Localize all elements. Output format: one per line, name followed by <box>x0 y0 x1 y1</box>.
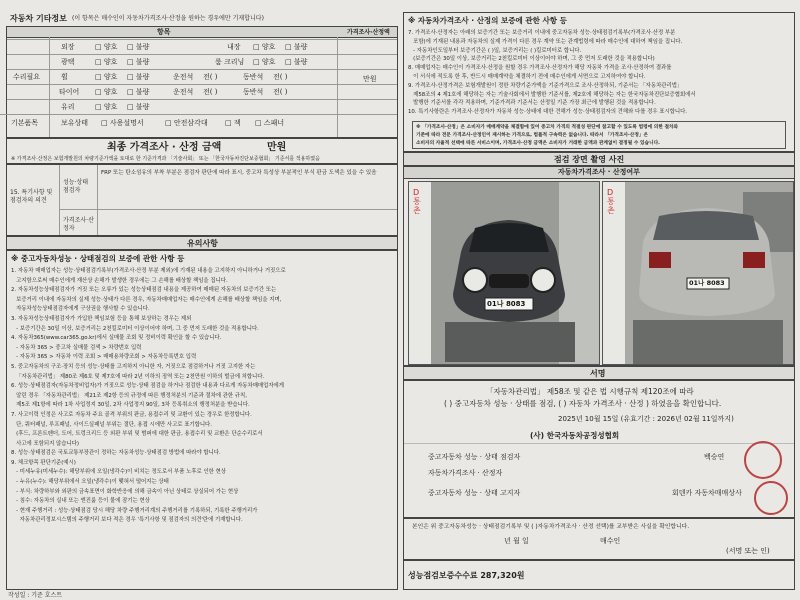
license-plate-rear: 01나 8083 <box>689 279 725 287</box>
checkbox-good[interactable]: □ 양호 <box>95 88 118 96</box>
sign-date: 2025년 10월 15일 (유효기간 : 2026년 02월 11일까지) <box>558 415 734 423</box>
checkbox[interactable]: □ 안전삼각대 <box>165 119 208 127</box>
photo-title: 점검 장면 촬영 사진 <box>554 155 625 164</box>
receipt-text: 본인은 위 중고자동차성능 · 상태점검기록부 및 ( )자동차가격조사 · 산정 선택)를 교부받은 사실을 확인합니다. <box>412 524 690 530</box>
footer-note: 작성일 : 기준 호스트 <box>8 592 63 599</box>
notice-body: 1. 자동차 매매업자는 성능·상태점검기록부(가격조사·산정 부분 제외)에 기재된 내용을 고지하지 아니하거나 거짓으로 고지함으로써 매수인에게 재산상 손해가 발생한 경우에는 그 손해를 배상할 책임을 집니다. 2. 자동차성능상태점검자가 거짓 또는 오류가 있는 성능상태점검 내용을 제공하여 매매된 자동차의 보증기간 또는 보증거리 이내에 자동차의 실제 성능·상태가 다른 경우, 자동차매매업자는 매수인에게 손해를 배상할 책임을 지며, 자동차성능상태점검자에게 구상권을 행사할 수 있습니다. 3. 자동차성능상태점검자가 가입한 책임보험 등을 통해 보상하는 경우는 제외 - 보증기간은 30일 이상, 보증거리는 2천킬로미터 이상이어야 하며, 그 중 먼저 도래한 것을 적용합니다. 4. 자동차365(www.car365.go.kr)에서 실매물 조회 및 정비이력 확인을 할 수 있습니다. - 자동차 365 > 중고차 실매물 검색 > 차량번호 입력 - 자동차 365 > 자동차 이력 조회 > 매매용차량조회 > 자동차등록번호 입력 5. 중고자동차의 구조·장치 등의 성능·상태를 고지하지 아니한 자, 거짓으로 점검하거나 거짓 고지한 자는 「자동차관리법」 제80조 제6호 및 제7호에 따라 2년 이하의 징역 또는 2천만원 이하의 벌금에 처합니다. 6. 성능·상태점검자(자동차정비업자)가 거짓으로 성능·상태 점검을 하거나 점검한 내용과 다르게 자동차매매업자에게 알린 경우 「자동차관리법」 제21조 제2항 등의 규정에 따른 행정처분의 기준과 절차에 관한 규칙, 제5조 제1항에 따라 1차 사업정지 30일, 2차 사업정지 90일, 3차 등록취소의 행정처분을 받습니다. 7. 사고이력 인정은 사고로 자동차 주요 골격 부위의 판금, 용접수리 및 교환이 있는 경우로 한정합니다. 단, 쿼터패널, 루프패널, 사이드실패널 부위는 절단, 용접 시에만 사고로 표기합니다. (후드, 프론트펜더, 도어, 트렁크리드 등 외판 부위 및 범퍼에 대한 판금, 용접수리 및 교환은 단순수리로서 사고에 포함되지 않습니다) 8. 성능·상태점검은 국토교통부장관이 정하는 자동차성능·상태점검 방법에 따라야 합니다. 9. 체크항목 판단기준(예시) - 미세누유(미세누수): 해당부위에 오일(냉각수)이 비치는 정도로서 부품 노후로 인한 현상 - 누유(누수): 해당부위에서 오일(냉각수)이 맺혀서 떨어지는 상태 - 부식: 차량하부와 외판의 금속표면이 화학반응에 의해 금속이 아닌 상태로 상실되어 가는 현상 - 침수: 자동차의 실내 또는 엔진룸 등이 물에 잠기는 현상 - 현재 주행거리 : 성능·상태점검 당시 해당 차량 주행거리계의 주행거리를 기록하되, 기록한 주행거리가 자동차관리정보시스템의 주행거리 보다 적은 경우 '특기사항 및 점검자의 의견'란에 기재합니다. <box>11 268 286 524</box>
lift-label-rear: D 통촌 <box>607 188 615 215</box>
checkbox-good[interactable]: □ 양호 <box>95 103 118 111</box>
signer-appraiser: 자동차가격조사 · 산정자 <box>428 469 503 477</box>
receipt-date: 년 월 일 <box>504 537 529 545</box>
checkbox-bad[interactable]: □ 불량 <box>285 58 308 66</box>
buyer-label: 매수인 <box>600 537 621 545</box>
section-header <box>6 12 398 26</box>
checkbox-bad[interactable]: □ 불량 <box>127 58 150 66</box>
lift-label: D 통촌 <box>413 188 421 215</box>
notice-head: ※ 중고자동차성능 · 상태점검의 보증에 관한 사항 등 <box>11 254 185 263</box>
table-header <box>7 27 397 38</box>
sign-confirm: ( ) 중고자동차 성능 · 상태를 점검, ( ) 자동차 가격조사 · 산정 ) 하였음을 확인합니다. <box>444 399 722 408</box>
table-row: 휠 □ 양호 □ 불량 운전석 전( ) 동반석 전( ) <box>7 69 397 70</box>
opinion-inspector: 성능·상태 점검자 <box>63 179 89 194</box>
section-title: 자동차 기타정보 <box>10 14 67 23</box>
notice-title-bar <box>6 236 398 250</box>
left-column <box>6 12 398 600</box>
sign-title: 서명 <box>590 369 606 378</box>
photo-section <box>403 166 795 366</box>
fee-text: 성능점검보증수수료 287,320원 <box>408 571 525 580</box>
guarantee-box <box>403 12 795 152</box>
fee-box <box>403 560 795 590</box>
final-price-label: 최종 가격조사 · 산정 금액 <box>107 142 222 153</box>
price-header: 가격조사·산정액 <box>347 29 390 36</box>
final-price-box <box>6 138 398 164</box>
checkbox-bad[interactable]: □ 불량 <box>285 43 308 51</box>
signer-inspector-name: 백승연 <box>704 453 725 461</box>
guarantee-head: ※ 자동차가격조사 · 산정의 보증에 관한 사항 등 <box>408 16 567 25</box>
car-front-photo <box>409 182 599 364</box>
other-info-table <box>6 26 398 138</box>
checkbox-good[interactable]: □ 양호 <box>95 73 118 81</box>
table-row: 외장 □ 양호 □ 불량 내장 □ 양호 □ 불량 <box>7 39 397 40</box>
final-price-note: ※ 가격조사·산정은 보험개발원의 차량기준가액을 토대로 한 기준가격과 「기술사회」 또는 「한국자동차진단보증협회」 기준서를 적용하였음 <box>11 156 320 162</box>
receipt-box <box>403 518 795 560</box>
right-column <box>403 12 795 600</box>
opinion-text: FRP 또는 탄소섬유의 부착 부분은 점검자 판단에 따라 표시, 중고차 특성상 부분적인 부식 판금 도색은 있을 수 있음 <box>101 170 377 176</box>
table-row: 광택 □ 양호 □ 불량 룸 크리닝 □ 양호 □ 불량 <box>7 54 397 55</box>
inspection-photo-front <box>408 181 600 365</box>
warning-text: ※ 「가격조사·산정」은 소비자가 매매계약을 체결함에 있어 중고차 가격의 적절성 판단에 참고할 수 있도록 법령에 의한 절차와 기준에 따라 전문 가격조사·산정인이 제시하는 가격으로, 법률적 구속력은 없습니다. 따라서 「가격조사·산정」은 소비자의 자율적 선택에 따른 서비스이며, 가격조사·산정 금액은 소비자가 거래한 금액과 관계없이 결정될 수 있습니다. <box>416 125 679 146</box>
table-row: 타이어 □ 양호 □ 불량 운전석 전( ) 동반석 전( ) <box>7 84 397 85</box>
inspection-photo-rear <box>602 181 794 365</box>
notice-title: 유의사항 <box>187 239 218 248</box>
sign-box <box>403 380 795 518</box>
guarantee-body: 7. 가격조사·산정자는 아래의 보증기간 또는 보증거리 이내에 중고자동차 성능·상태점검기록부(가격조사·산정 부분 포함)에 기재된 내용과 자동차의 실제 가격이 다른 경우 계약 또는 관계법령에 따라 매수인에 대하여 책임을 집니다. - 자동차인도일부터 보증기간은 ( )일, 보증거리는 ( )킬로미터로 합니다. (보증기간은 30일 이상, 보증거리는 2천킬로미터 이상이어야 하며, 그 중 먼저 도래한 것을 적용합니다) 8. 매매업자는 매수인이 가격조사·산정을 원할 경우 가격조사·산정자가 해당 자동차 가격을 조사·산정하여 결과를 이 서식에 적도록 한 후, 반드시 매매계약을 체결하기 전에 매수인에게 서면으로 고지하여야 합니다. 9. 가격조사·산정가격은 보험개발원이 정한 차량기준가액을 기준가격으로 조사·산정하되, 기준서는 「자동차관리법」 제58조의 4 제1호에 해당하는 자는 기술사회에서 발행한 기준서를, 제2호에 해당하는 자는 한국자동차진단보증협회에서 발행한 기준서를 각각 적용하며, 기준가격과 기준서는 산정일 기준 가장 최근에 발행된 것을 적용합니다. 10. 특기사항란은 가격조사·산정자가 자동차 성능·상태에 대한 견해가 성능·상태점검자의 견해와 다를 경우 표시합니다. <box>408 30 696 116</box>
notice-box <box>6 250 398 590</box>
item-header: 항목 <box>157 28 171 36</box>
table-row-basic-items: 기본품목 보유상태 □ 사용설명서 □ 안전삼각대 □ 잭 □ 스패너 <box>0 114 397 115</box>
opinion-box <box>6 164 398 236</box>
signer-notifier-name: 회덴카 자동차매매상사 <box>672 489 742 497</box>
opinion-appraiser: 가격조사·산정자 <box>63 217 94 232</box>
checkbox-bad[interactable]: □ 불량 <box>127 88 150 96</box>
section-note: (이 항목은 매수인이 자동차가격조사·산정을 원하는 경우에만 기재합니다) <box>72 15 264 22</box>
opinion-label: 15. 특기사항 및 점검자의 의견 <box>10 189 53 204</box>
checkbox-bad[interactable]: □ 불량 <box>127 73 150 81</box>
checkbox-bad[interactable]: □ 불량 <box>127 103 150 111</box>
checkbox[interactable]: □ 사용설명서 <box>101 119 144 127</box>
sign-org: (사) 한국자동차공정성협회 <box>530 431 620 440</box>
price-unit: 만원 <box>363 75 377 83</box>
checkbox-good[interactable]: □ 양호 <box>253 58 276 66</box>
sign-or-seal: (서명 또는 인) <box>726 547 770 555</box>
photo-title-bar <box>403 152 795 166</box>
checkbox[interactable]: □ 스패너 <box>255 119 285 127</box>
checkbox-good[interactable]: □ 양호 <box>253 43 276 51</box>
group-label: 수리필요 <box>13 73 41 81</box>
checkbox[interactable]: □ 잭 <box>225 119 241 127</box>
signer-notifier: 중고자동차 성능 · 상태 고지자 <box>428 489 521 497</box>
warning-box <box>412 121 786 149</box>
sign-law: 「자동차관리법」 제58조 및 같은 법 시행규칙 제120조에 따라 <box>486 387 694 396</box>
seal-stamp <box>754 481 788 515</box>
car-rear-photo <box>603 182 793 364</box>
checkbox-good[interactable]: □ 양호 <box>95 58 118 66</box>
signer-inspector: 중고자동차 성능 · 상태 점검자 <box>428 453 521 461</box>
license-plate: 01나 8083 <box>487 300 526 308</box>
table-row: 유리 □ 양호 □ 불량 <box>7 99 397 100</box>
photo-subtitle: 자동차가격조사 · 산정여부 <box>404 167 794 179</box>
seal-stamp <box>744 441 782 479</box>
sign-title-bar <box>403 366 795 380</box>
checkbox-bad[interactable]: □ 불량 <box>127 43 150 51</box>
checkbox-good[interactable]: □ 양호 <box>95 43 118 51</box>
final-price-unit: 만원 <box>267 142 287 153</box>
